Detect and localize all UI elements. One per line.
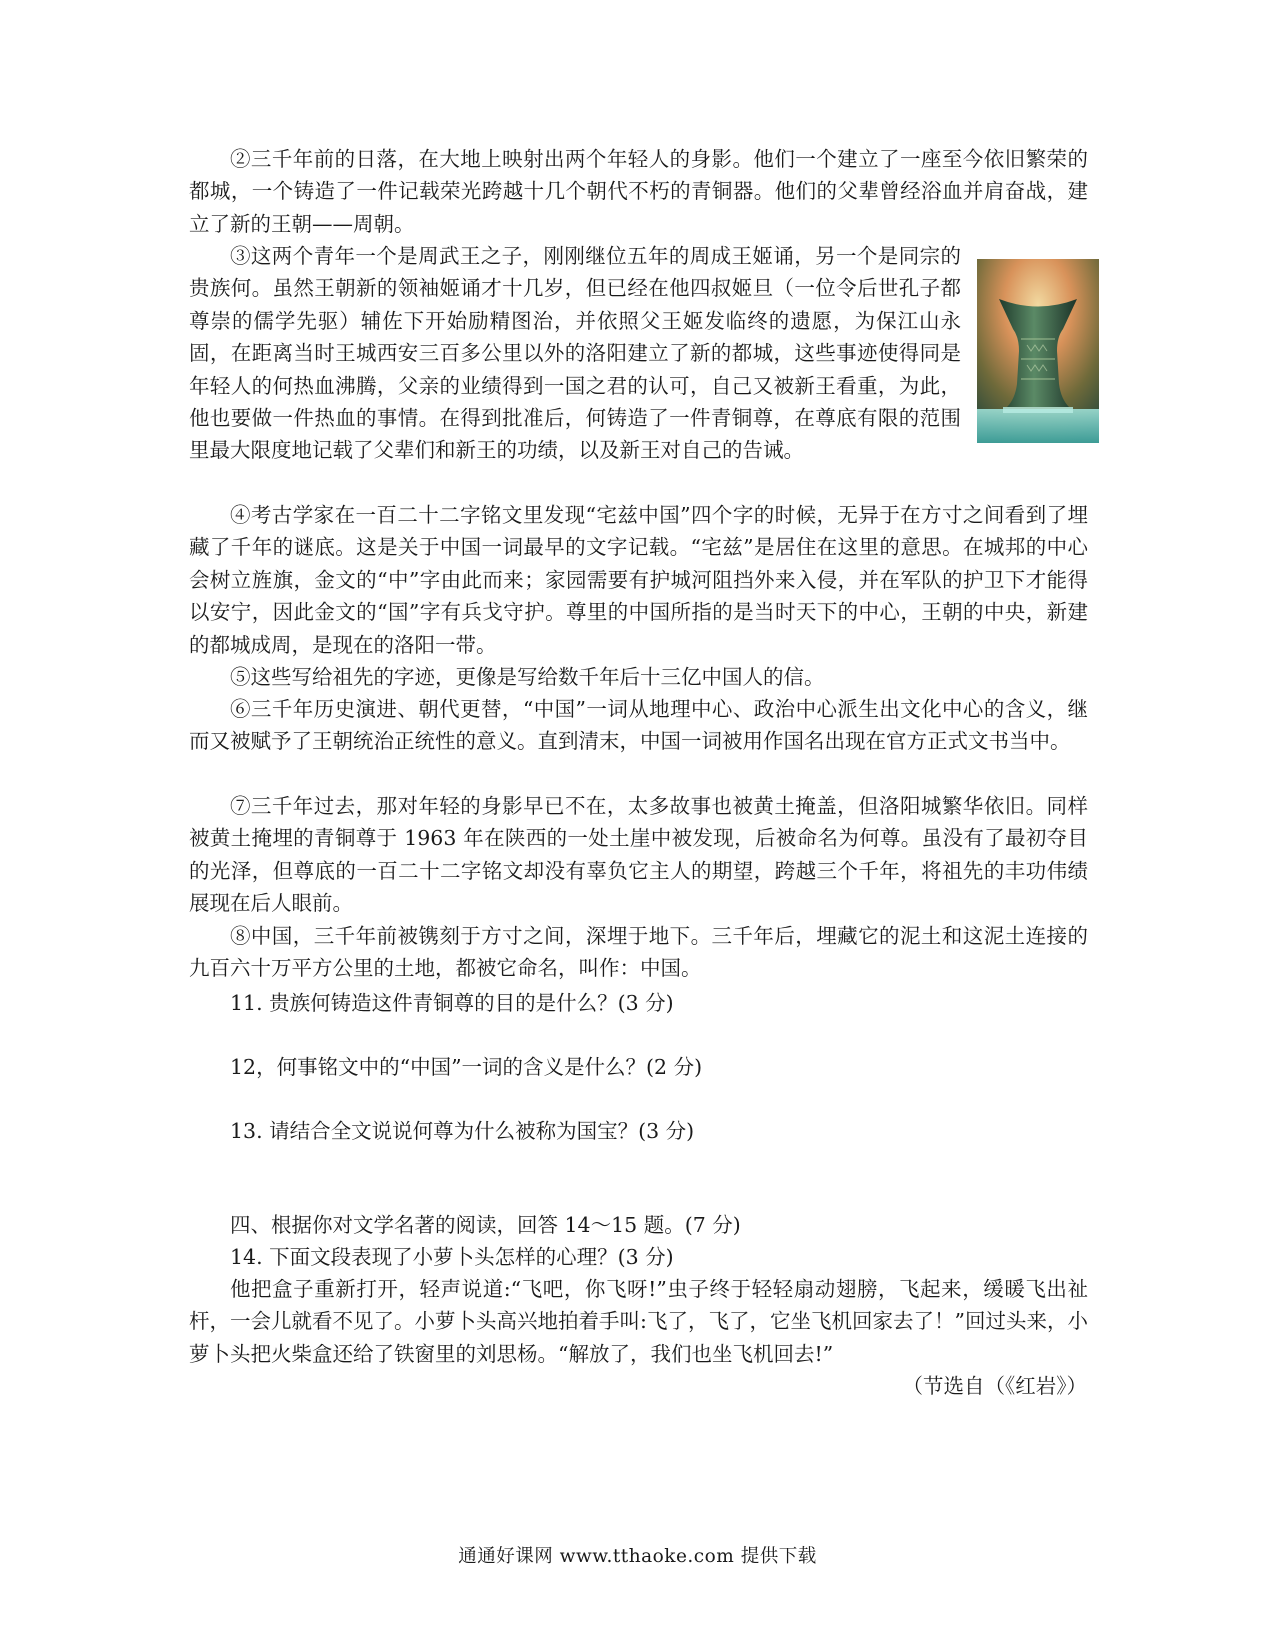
paragraph-2: ②三千年前的日落，在大地上映射出两个年轻人的身影。他们一个建立了一座至今依旧繁荣的都城，一个铸造了一件记载荣光跨越十几个朝代不朽的青铜器。他们的父辈曾经浴血并肩奋战，建立了新的王朝——周朝。	[189, 147, 1088, 236]
paragraph-3: ③这两个青年一个是周武王之子，刚刚继位五年的周成王姬诵，另一个是同宗的贵族何。虽然王朝新的领袖姬诵才十几岁，但已经在他四叔姬旦（一位令后世孔子都尊崇的儒学先驱）辅佐下开始励精图治，并依照父王姬发临终的遗愿，为保江山永固，在距离当时王城西安三百多公里以外的洛阳建立了新的都城，这些事迹使得同是年轻人的何热血沸腾，父亲的业绩得到一国之君的认可，自己又被新王看重，为此，他也要做一件热血的事情。在得到批准后，何铸造了一件青铜尊，在尊底有限的范围里最大限度地记载了父辈们和新王的功绩，以及新王对自己的告诫。	[189, 244, 961, 463]
paragraph-4: ④考古学家在一百二十二字铭文里发现“宅兹中国”四个字的时候，无异于在方寸之间看到了埋藏了千年的谜底。这是关于中国一词最早的文字记载。“宅兹”是居住在这里的意思。在城邦的中心会树立旌旗，金文的“中”字由此而来；家园需要有护城河阻挡外来入侵，并在军队的护卫下才能得以安宁，因此金文的“国”字有兵戈守护。尊里的中国所指的是当时天下的中心，王朝的中央，新建的都城成周，是现在的洛阳一带。	[189, 503, 1088, 657]
paragraph-6: ⑥三千年历史演进、朝代更替，“中国”一词从地理中心、政治中心派生出文化中心的含义，继而又被赋予了王朝统治正统性的意义。直到清末，中国一词被用作国名出现在官方正式文书当中。	[189, 697, 1088, 754]
novel-excerpt: 他把盒子重新打开，轻声说道:“飞吧，你飞呀!”虫子终于轻轻扇动翅膀，飞起来，缓暖飞出祉杆，一会儿就看不见了。小萝卜头高兴地拍着手叫:飞了，飞了，它坐飞机回家去了！”回过头来，小萝卜头把火柴盒还给了铁窗里的刘思杨。“解放了，我们也坐飞机回去!”	[189, 1277, 1088, 1366]
excerpt-source: （节选自（《红岩》）	[902, 1374, 1087, 1398]
section-4-heading: 四、根据你对文学名著的阅读，回答 14～15 题。(7 分)	[230, 1213, 741, 1237]
question-11: 11. 贵族何铸造这件青铜尊的目的是什么？(3 分)	[230, 991, 674, 1015]
question-12: 12，何事铭文中的“中国”一词的含义是什么？(2 分)	[230, 1055, 703, 1079]
paragraph-5: ⑤这些写给祖先的字迹，更像是写给数千年后十三亿中国人的信。	[230, 665, 825, 689]
question-13: 13. 请结合全文说说何尊为什么被称为国宝？(3 分)	[230, 1119, 695, 1143]
paragraph-7: ⑦三千年过去，那对年轻的身影早已不在，太多故事也被黄土掩盖，但洛阳城繁华依旧。同样被黄土掩埋的青铜尊于 1963 年在陕西的一处土崖中被发现，后被命名为何尊。虽没有了最初夺目的光泽，但尊底的一百二十二字铭文却没有辜负它主人的期望，跨越三个千年，将祖先的丰功伟绩展现在后人眼前。	[189, 794, 1088, 916]
question-14: 14. 下面文段表现了小萝卜头怎样的心理？(3 分)	[230, 1245, 674, 1269]
page-footer: 通通好课网 www.tthaoke.com 提供下载	[458, 1546, 817, 1567]
bronze-vessel-photo	[977, 259, 1099, 443]
paragraph-8: ⑧中国，三千年前被镌刻于方寸之间，深埋于地下。三千年后，埋藏它的泥土和这泥土连接的九百六十万平方公里的土地，都被它命名，叫作：中国。	[189, 924, 1088, 981]
